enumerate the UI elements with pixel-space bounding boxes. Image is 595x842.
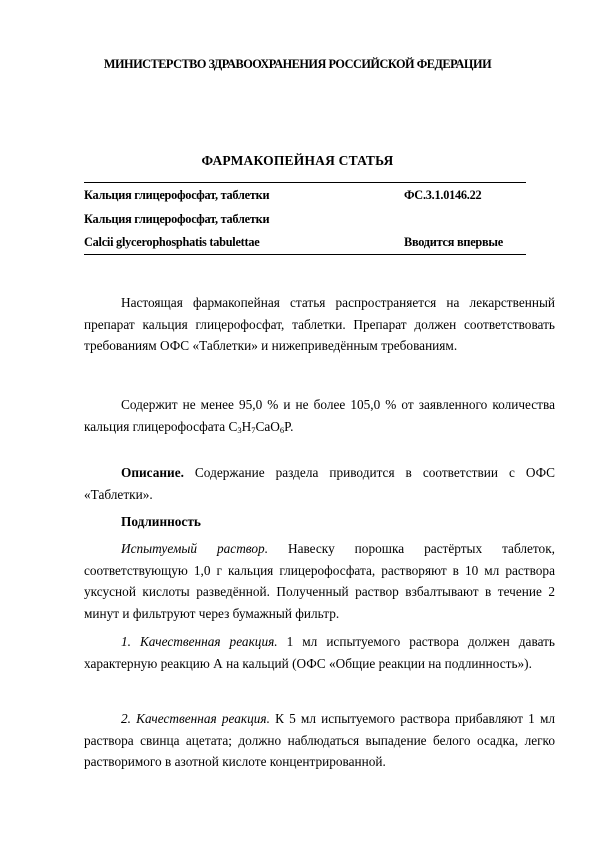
content-paragraph bbox=[84, 394, 555, 437]
document-type-title: ФАРМАКОПЕЙНАЯ СТАТЬЯ bbox=[201, 153, 394, 168]
top-divider bbox=[84, 182, 526, 183]
reaction-2-text: К 5 мл испытуемого раствора прибавляют 1 мл раствора свинца ацетата; должно наблюдаться выпадение белого осадка, легко растворимого в азотной кислоте концентрированной. bbox=[84, 711, 555, 769]
description-paragraph bbox=[84, 462, 555, 505]
status-text: Вводится впервые bbox=[404, 235, 503, 249]
reaction-2-label: 2. Качественная реакция. bbox=[121, 711, 270, 726]
drug-name-latin: Calcii glycerophosphatis tabulettae bbox=[84, 235, 260, 249]
content-text: Содержит не менее 95,0 % и не более 105,0 % от заявленного количества кальция глицерофосфата bbox=[84, 397, 555, 434]
test-solution-text: Навеску порошка растёртых таблеток, соответствующую 1,0 г кальция глицерофосфата, растворяют в 10 мл раствора уксусной кислоты разведённой. Полученный раствор взбалтывают в течение 2 минут и фильтруют через бумажный фильтр. bbox=[84, 541, 555, 621]
test-solution-paragraph bbox=[84, 538, 555, 624]
drug-name-ru-secondary: Кальция глицерофосфат, таблетки bbox=[84, 212, 270, 226]
chemical-formula: $C_3H_7CaO_6P$. bbox=[228, 418, 294, 435]
reaction-1-label: 1. Качественная реакция. bbox=[121, 634, 278, 649]
ministry-title: МИНИСТЕРСТВО ЗДРАВООХРАНЕНИЯ РОССИЙСКОЙ ФЕДЕРАЦИИ bbox=[103, 57, 492, 71]
description-text: Содержание раздела приводится в соответствии с ОФС «Таблетки». bbox=[84, 465, 555, 502]
intro-paragraph: Настоящая фармакопейная статья распространяется на лекарственный препарат кальция глицерофосфат, таблетки. Препарат должен соответствовать требованиям ОФС «Таблетки» и нижеприведённым требованиям. bbox=[84, 295, 555, 353]
bottom-divider bbox=[84, 254, 526, 255]
reaction-1-paragraph bbox=[84, 631, 555, 674]
description-label: Описание. bbox=[121, 465, 184, 480]
identity-heading: Подлинность bbox=[121, 514, 201, 529]
test-solution-label: Испытуемый раствор. bbox=[121, 541, 269, 556]
reaction-1-text: 1 мл испытуемого раствора должен давать характерную реакцию А на кальций (ОФС «Общие реакции на подлинность»). bbox=[84, 634, 555, 671]
drug-name-ru: Кальция глицерофосфат, таблетки bbox=[84, 188, 270, 202]
monograph-code: ФС.3.1.0146.22 bbox=[404, 188, 482, 202]
reaction-2-paragraph bbox=[84, 708, 555, 773]
